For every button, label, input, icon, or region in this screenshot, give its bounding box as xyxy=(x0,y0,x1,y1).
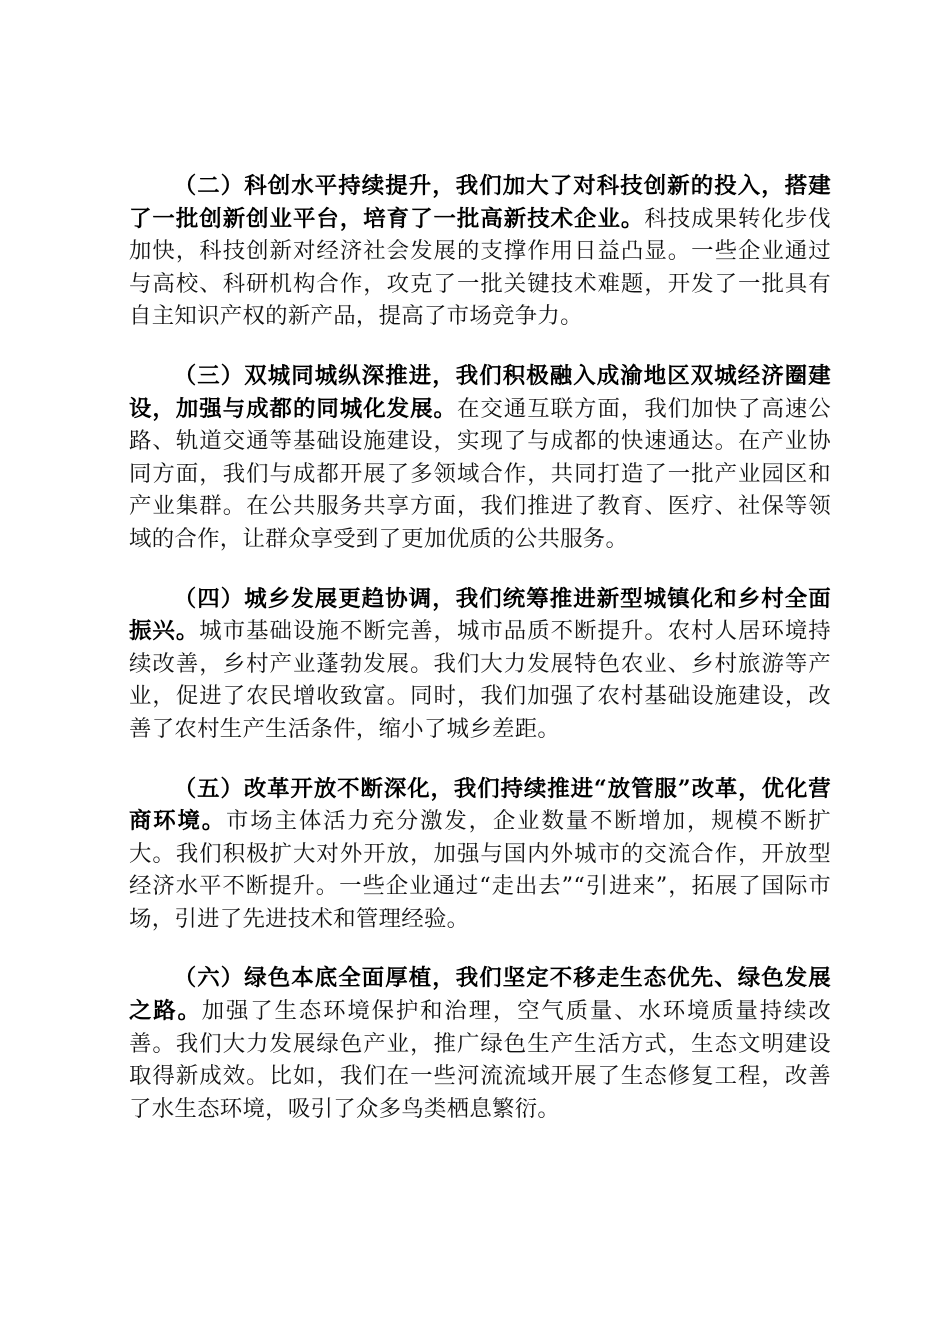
paragraph-urban-rural xyxy=(129,583,831,746)
paragraph-text: 城市基础设施不断完善，城市品质不断提升。农村人居环境持续改善，乡村产业蓬勃发展。我们大力发展特色农业、乡村旅游等产业，促进了农民增收致富。同时，我们加强了农村基础设施建设，改善了农村生产生活条件，缩小了城乡差距。 xyxy=(129,618,831,742)
paragraph-heading: （四）城乡发展更趋协调，我们统筹推进新型城镇化和乡村全面振兴。 xyxy=(129,585,831,645)
document-body xyxy=(129,170,831,1152)
paragraph-text: 在交通互联方面，我们加快了高速公路、轨道交通等基础设施建设，实现了与成都的快速通达。在产业协同方面，我们与成都开展了多领域合作，共同打造了一批产业园区和产业集群。在公共服务共享方面，我们推进了教育、医疗、社保等领域的合作，让群众享受到了更加优质的公共服务。 xyxy=(129,395,831,552)
paragraph-heading: （五）改革开放不断深化，我们持续推进“放管服”改革，优化营商环境。 xyxy=(129,775,831,835)
paragraph-reform-opening xyxy=(129,773,831,936)
paragraph-heading: （六）绿色本底全面厚植，我们坚定不移走生态优先、绿色发展之路。 xyxy=(129,965,831,1025)
paragraph-tech-innovation xyxy=(129,170,831,333)
paragraph-text: 加强了生态环境保护和治理，空气质量、水环境质量持续改善。我们大力发展绿色产业，推广绿色生产生活方式，生态文明建设取得新成效。比如，我们在一些河流流域开展了生态修复工程，改善了水生态环境，吸引了众多鸟类栖息繁衍。 xyxy=(129,998,831,1122)
paragraph-heading: （三）双城同城纵深推进，我们积极融入成渝地区双城经济圈建设，加强与成都的同城化发展。 xyxy=(129,362,831,422)
paragraph-heading: （二）科创水平持续提升，我们加大了对科技创新的投入，搭建了一批创新创业平台，培育了一批高新技术企业。 xyxy=(129,173,831,232)
paragraph-dual-city xyxy=(129,360,831,556)
paragraph-green-development xyxy=(129,962,831,1125)
paragraph-text: 市场主体活力充分激发，企业数量不断增加，规模不断扩大。我们积极扩大对外开放，加强与国内外城市的交流合作，开放型经济水平不断提升。一些企业通过“走出去”“引进来”，拓展了国际市场，引进了先进技术和管理经验。 xyxy=(129,808,831,932)
paragraph-text: 科技成果转化步伐加快，科技创新对经济社会发展的支撑作用日益凸显。一些企业通过与高校、科研机构合作，攻克了一批关键技术难题，开发了一批具有自主知识产权的新产品，提高了市场竞争力。 xyxy=(129,205,831,330)
